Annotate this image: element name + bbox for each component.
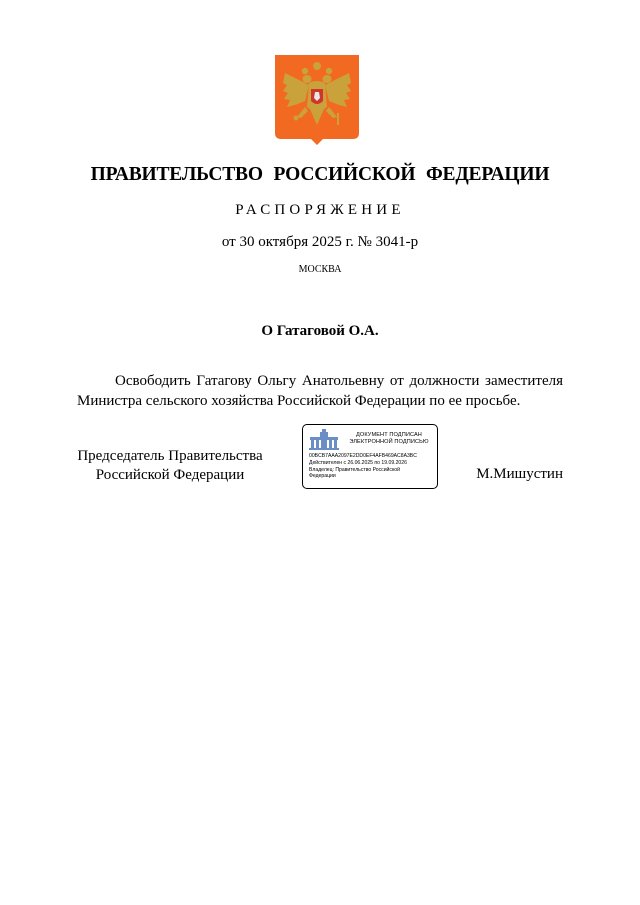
document-city: МОСКВА xyxy=(298,264,342,275)
stamp-title-line-2: ЭЛЕКТРОННОЙ ПОДПИСЬЮ xyxy=(349,439,429,445)
electronic-signature-stamp xyxy=(302,424,438,489)
stamp-certificate-serial: 00BCB7AAA2097E2DD0EF4AFB469AC8A3BC xyxy=(309,453,417,459)
stamp-owner: Владелец: Правительство Российской Федерации xyxy=(309,467,400,479)
stamp-title xyxy=(343,432,435,446)
government-building-icon xyxy=(308,429,340,451)
coat-of-arms-icon xyxy=(275,55,359,145)
document-type: РАСПОРЯЖЕНИЕ xyxy=(235,202,405,218)
document-date-number: от 30 октября 2025 г. № 3041-р xyxy=(221,234,419,250)
signer-position-line-1: Председатель Правительства xyxy=(77,448,263,464)
signer-position-line-2: Российской Федерации xyxy=(95,467,245,483)
signer-position xyxy=(70,447,270,485)
document-subject: О Гатаговой О.А. xyxy=(261,323,379,339)
government-title: ПРАВИТЕЛЬСТВО РОССИЙСКОЙ ФЕДЕРАЦИИ xyxy=(90,164,550,185)
stamp-validity: Действителен с 26.06.2025 по 19.09.2026 xyxy=(309,460,407,466)
stamp-title-line-1: ДОКУМЕНТ ПОДПИСАН xyxy=(356,432,422,438)
document-body: Освободить Гатагову Ольгу Анатольевну от должности заместителя Министра сельского хозяйства Российской Федерации по ее просьбе. xyxy=(77,373,563,409)
signer-name: М.Мишустин xyxy=(476,466,563,482)
